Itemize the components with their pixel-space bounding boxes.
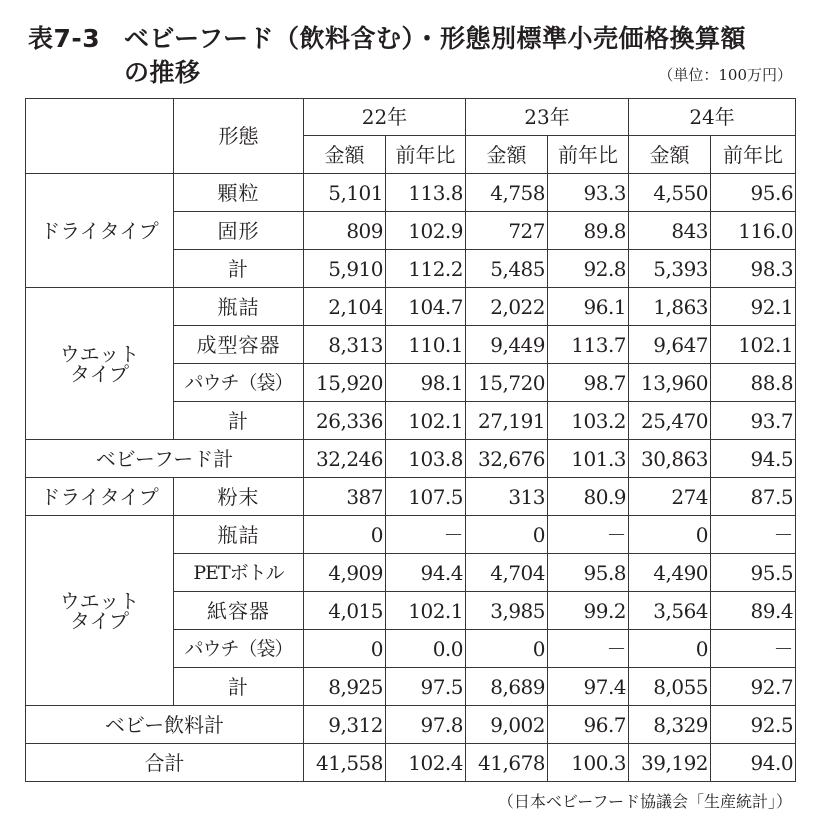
group-drink-wet — [26, 516, 174, 706]
value-cell: 113.8 — [386, 174, 466, 212]
value-cell: 15,920 — [304, 364, 386, 402]
value-cell: 92.7 — [711, 668, 796, 706]
value-cell: 101.3 — [548, 440, 629, 478]
value-cell: 843 — [629, 212, 711, 250]
table-row — [26, 288, 796, 326]
value-cell: 97.8 — [386, 706, 466, 744]
table-title-line1: ベビーフード（飲料含む）・形態別標準小売価格換算額 — [124, 24, 747, 53]
value-cell: 9,647 — [629, 326, 711, 364]
value-cell: 4,015 — [304, 592, 386, 630]
value-cell: 102.1 — [386, 402, 466, 440]
value-cell: 5,910 — [304, 250, 386, 288]
value-cell: 88.8 — [711, 364, 796, 402]
table-title-line2: の推移 — [124, 58, 201, 87]
value-cell: 313 — [466, 478, 548, 516]
value-cell: 3,564 — [629, 592, 711, 630]
value-cell: 95.5 — [711, 554, 796, 592]
value-cell: 0 — [629, 630, 711, 668]
value-cell: － — [386, 516, 466, 554]
header-year-24: 24年 — [629, 99, 796, 136]
value-cell: 113.7 — [548, 326, 629, 364]
value-cell: 39,192 — [629, 744, 711, 782]
value-cell: 4,909 — [304, 554, 386, 592]
value-cell: 104.7 — [386, 288, 466, 326]
form-cell: 粉末 — [174, 478, 304, 516]
value-cell: 5,485 — [466, 250, 548, 288]
header-blank-cell — [26, 99, 174, 174]
table-row — [26, 478, 796, 516]
value-cell: 98.3 — [711, 250, 796, 288]
header-yoy: 前年比 — [386, 136, 466, 174]
value-cell: 94.4 — [386, 554, 466, 592]
value-cell: 0 — [629, 516, 711, 554]
value-cell: 809 — [304, 212, 386, 250]
value-cell: 274 — [629, 478, 711, 516]
value-cell: 8,313 — [304, 326, 386, 364]
value-cell: 100.3 — [548, 744, 629, 782]
group-food-dry: ドライタイプ — [26, 174, 174, 288]
header-amount: 金額 — [304, 136, 386, 174]
value-cell: 92.5 — [711, 706, 796, 744]
value-cell: 80.9 — [548, 478, 629, 516]
value-cell: 9,449 — [466, 326, 548, 364]
value-cell: 2,022 — [466, 288, 548, 326]
value-cell: 102.1 — [711, 326, 796, 364]
table-title — [28, 22, 746, 90]
header-form: 形態 — [174, 99, 304, 174]
value-cell: 94.5 — [711, 440, 796, 478]
value-cell: － — [711, 516, 796, 554]
table-row-grand-total — [26, 744, 796, 782]
value-cell: 4,490 — [629, 554, 711, 592]
value-cell: 13,960 — [629, 364, 711, 402]
value-cell: 112.2 — [386, 250, 466, 288]
header-yoy: 前年比 — [548, 136, 629, 174]
value-cell: 103.2 — [548, 402, 629, 440]
value-cell: 93.7 — [711, 402, 796, 440]
unit-note: （単位：100万円） — [658, 66, 792, 84]
data-table — [25, 98, 796, 782]
form-cell: パウチ（袋） — [174, 630, 304, 668]
form-cell: 顆粒 — [174, 174, 304, 212]
group-label-line2: タイプ — [70, 608, 129, 633]
value-cell: 0 — [466, 516, 548, 554]
value-cell: 107.5 — [386, 478, 466, 516]
value-cell: 27,191 — [466, 402, 548, 440]
group-label-line2: タイプ — [70, 361, 129, 386]
value-cell: 9,002 — [466, 706, 548, 744]
value-cell: 93.3 — [548, 174, 629, 212]
value-cell: 110.1 — [386, 326, 466, 364]
value-cell: 95.8 — [548, 554, 629, 592]
header-amount: 金額 — [629, 136, 711, 174]
value-cell: 25,470 — [629, 402, 711, 440]
value-cell: 8,055 — [629, 668, 711, 706]
value-cell: 5,393 — [629, 250, 711, 288]
value-cell: 0 — [466, 630, 548, 668]
value-cell: 8,925 — [304, 668, 386, 706]
value-cell: 26,336 — [304, 402, 386, 440]
value-cell: － — [711, 630, 796, 668]
value-cell: 4,758 — [466, 174, 548, 212]
value-cell: 89.8 — [548, 212, 629, 250]
value-cell: 116.0 — [711, 212, 796, 250]
value-cell: 15,720 — [466, 364, 548, 402]
form-cell: パウチ（袋） — [174, 364, 304, 402]
value-cell: 94.0 — [711, 744, 796, 782]
table-row-food-total — [26, 440, 796, 478]
value-cell: 96.1 — [548, 288, 629, 326]
value-cell: 97.4 — [548, 668, 629, 706]
value-cell: 89.4 — [711, 592, 796, 630]
value-cell: 4,704 — [466, 554, 548, 592]
group-label-line1: ウエット — [59, 341, 140, 366]
value-cell: 102.9 — [386, 212, 466, 250]
value-cell: 98.7 — [548, 364, 629, 402]
table-row-drink-total — [26, 706, 796, 744]
form-cell: 瓶詰 — [174, 288, 304, 326]
value-cell: 30,863 — [629, 440, 711, 478]
header-year-22: 22年 — [304, 99, 466, 136]
group-drink-dry: ドライタイプ — [26, 478, 174, 516]
form-cell: PETボトル — [174, 554, 304, 592]
value-cell: 9,312 — [304, 706, 386, 744]
form-cell: 成型容器 — [174, 326, 304, 364]
source-note: （日本ベビーフード協議会「生産統計」） — [497, 792, 792, 811]
value-cell: 92.1 — [711, 288, 796, 326]
value-cell: 102.4 — [386, 744, 466, 782]
value-cell: 8,689 — [466, 668, 548, 706]
value-cell: 95.6 — [711, 174, 796, 212]
table-row — [26, 174, 796, 212]
header-row-years — [26, 99, 796, 136]
value-cell: 4,550 — [629, 174, 711, 212]
value-cell: 387 — [304, 478, 386, 516]
value-cell: 0.0 — [386, 630, 466, 668]
value-cell: 2,104 — [304, 288, 386, 326]
value-cell: 102.1 — [386, 592, 466, 630]
value-cell: 727 — [466, 212, 548, 250]
form-cell: 計 — [174, 668, 304, 706]
value-cell: 99.2 — [548, 592, 629, 630]
group-food-wet — [26, 288, 174, 440]
header-year-23: 23年 — [466, 99, 629, 136]
value-cell: 87.5 — [711, 478, 796, 516]
value-cell: 97.5 — [386, 668, 466, 706]
drink-total-label: ベビー飲料計 — [26, 706, 304, 744]
value-cell: 41,678 — [466, 744, 548, 782]
value-cell: 32,246 — [304, 440, 386, 478]
value-cell: 98.1 — [386, 364, 466, 402]
value-cell: － — [548, 516, 629, 554]
value-cell: 0 — [304, 516, 386, 554]
grand-total-label: 合計 — [26, 744, 304, 782]
group-label-line1: ウエット — [59, 588, 140, 613]
value-cell: 32,676 — [466, 440, 548, 478]
value-cell: 8,329 — [629, 706, 711, 744]
table-number: 表7-3 — [28, 24, 101, 53]
food-total-label: ベビーフード計 — [26, 440, 304, 478]
table-row — [26, 516, 796, 554]
value-cell: 41,558 — [304, 744, 386, 782]
value-cell: 5,101 — [304, 174, 386, 212]
value-cell: 1,863 — [629, 288, 711, 326]
value-cell: 0 — [304, 630, 386, 668]
value-cell: 103.8 — [386, 440, 466, 478]
form-cell: 計 — [174, 250, 304, 288]
form-cell: 計 — [174, 402, 304, 440]
form-cell: 固形 — [174, 212, 304, 250]
header-amount: 金額 — [466, 136, 548, 174]
value-cell: － — [548, 630, 629, 668]
form-cell: 瓶詰 — [174, 516, 304, 554]
value-cell: 92.8 — [548, 250, 629, 288]
value-cell: 3,985 — [466, 592, 548, 630]
value-cell: 96.7 — [548, 706, 629, 744]
form-cell: 紙容器 — [174, 592, 304, 630]
header-yoy: 前年比 — [711, 136, 796, 174]
